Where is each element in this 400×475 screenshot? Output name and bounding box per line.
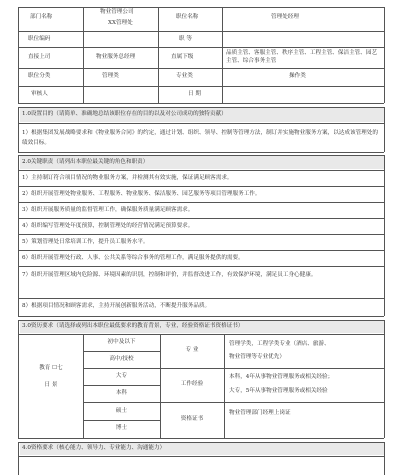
major-req-line1: 管理学类，工程学类专业（酒店、旅游、 xyxy=(229,341,330,347)
duty-item: 3）组织开展服务质量的监督管理工作，确保服务质量满足顾客需求。 xyxy=(22,207,194,213)
section2-title: 2.0关键职责（请列出本职位最关键的角色和职责） xyxy=(22,159,149,165)
dept-value-line2: XX管理处 xyxy=(108,20,133,26)
category-value: 管理类 xyxy=(102,73,119,79)
duty-item: 4）组织编写管理处年度预算，控制管理处的经营情况满足预算要求。 xyxy=(22,223,194,229)
position-value: 管理处经理 xyxy=(271,14,299,20)
dept-value-line1: 物业管理公司 xyxy=(100,9,134,15)
category-label: 职位分类 xyxy=(28,73,51,79)
duty-item: 7）组织开展管理区域内危险源、环境因素的识别，控制和评价，并监督改进工作，有效保护环境，满足员工身心健康。 xyxy=(22,272,317,278)
date-label: 日 期 xyxy=(188,91,201,97)
duty-item: 5）策划管理处日常培训工作，提升员工服务水平。 xyxy=(22,239,149,245)
education-option: 本科 xyxy=(115,390,128,396)
operation-label: 操作类 xyxy=(289,73,306,79)
experience-line2: 大专，5年从事物业管理服务或相关经验 xyxy=(229,388,328,394)
major-req-line2: 物业管理等专业优先） xyxy=(229,354,285,360)
education-option: 大专 xyxy=(115,373,128,379)
code-label: 职位编码 xyxy=(28,36,51,42)
dept-label: 部门名称 xyxy=(30,14,53,20)
reviewer-label: 审核人 xyxy=(31,91,48,97)
certificate-value: 物业管理部门经理上岗证 xyxy=(229,410,291,416)
position-label: 职位名称 xyxy=(176,14,199,20)
experience-label: 工作经验 xyxy=(180,381,204,387)
section1-title: 1.0设置目的（请简单、准确地总结该职位存在的目的以及对公司成功的独特贡献） xyxy=(22,111,227,117)
education-option: 硕士 xyxy=(115,408,128,414)
superior-label: 直接上司 xyxy=(28,54,51,60)
duty-item: 2）组织开展管理处物业服务、工程服务、物业服务、保洁服务、园艺服务等项目管理服务工作。 xyxy=(22,191,261,197)
section3-title: 3.0资历要求（请选择或列出本职位最低要求的教育背景，专业，经验资格证书资格证书） xyxy=(22,323,244,329)
major-label: 专业类 xyxy=(176,73,193,79)
subordinate-label: 直属下级 xyxy=(171,54,194,60)
section1-text: 1）根据集团发展战略要求和《物业服务合同》的约定，通过计划、组织、领导、控制等管理方法，制订并实施物业服务方案，以达成该管理处的绩效目标。 xyxy=(22,130,378,146)
education-label: 教育 ☐七日 景 xyxy=(39,365,63,388)
subordinate-value: 品质主管、客服主管、秩序主管、工程主管、保洁主管、园艺主管、综合事务主管 xyxy=(226,50,378,64)
section4-title: 4.0资格要求（核心能力、领导力、专业能力、沟通能力） xyxy=(22,445,166,451)
certificate-label: 资格证书 xyxy=(180,416,204,422)
duty-item: 1）主持制订符合项目情况的物业服务方案，并检测其有效实施，保证满足顾客需求。 xyxy=(22,175,233,181)
duty-item: 8）根据项目情况和顾客需求，主持开展创新服务活动，不断提升服务品质。 xyxy=(22,303,211,309)
education-option: 高中/技校 xyxy=(109,356,134,362)
grade-label: 职 等 xyxy=(179,36,192,42)
duty-item: 6）组织开展管理处行政、人事、公共关系等综合事务的管理工作，满足服务提供的需要。 xyxy=(22,255,244,261)
superior-value: 物业服务总经理 xyxy=(96,54,136,60)
education-option: 初中及以下 xyxy=(107,339,136,345)
major-req-label: 专 业 xyxy=(185,347,199,353)
education-option: 博士 xyxy=(115,425,128,431)
experience-line1: 本科，4年从事物业管理服务或相关经验； xyxy=(229,374,334,380)
